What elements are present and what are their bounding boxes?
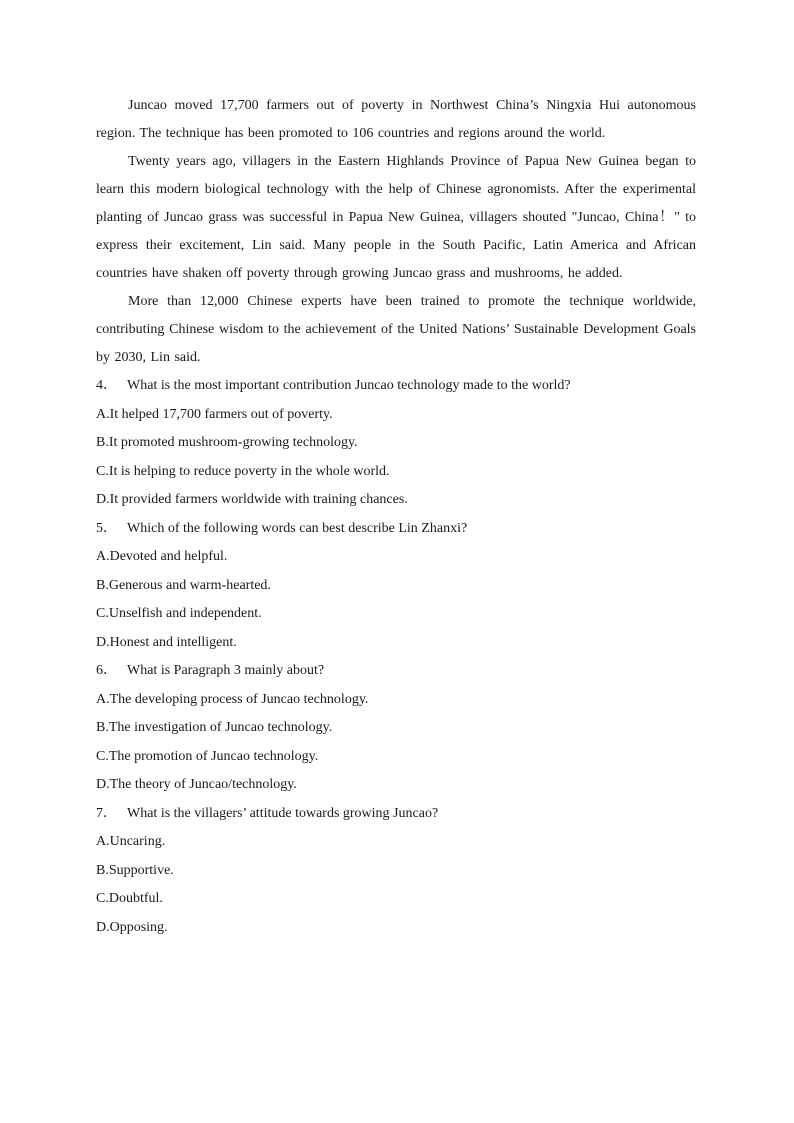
option-b: B.Supportive. — [96, 862, 174, 878]
option-c: C.The promotion of Juncao technology. — [96, 748, 319, 764]
question-text: What is the most important contribution Juncao technology made to the world? — [127, 378, 571, 393]
option-c: C.Unselfish and independent. — [96, 606, 262, 621]
question-stem — [96, 515, 696, 544]
document-page — [96, 92, 696, 942]
option-a: A.Devoted and helpful. — [96, 549, 228, 564]
passage-paragraph-3: More than 12,000 Chinese experts have been trained to promote the technique worldwide, contributing Chinese wisdom to the achievement of the United Nations’ Sustainable Development Goals by 2030, Lin said. — [96, 294, 696, 365]
option-c: C.It is helping to reduce poverty in the whole world. — [96, 463, 390, 479]
question-7 — [96, 800, 696, 943]
option-d: D.Opposing. — [96, 919, 168, 935]
option-d: D.It provided farmers worldwide with training chances. — [96, 492, 408, 507]
question-number: 7． — [96, 805, 117, 821]
question-number: 4． — [96, 378, 117, 393]
question-number: 5． — [96, 520, 117, 536]
question-6 — [96, 657, 696, 800]
option-a: A.The developing process of Juncao technology. — [96, 691, 369, 707]
question-text: Which of the following words can best describe Lin Zhanxi? — [127, 520, 468, 536]
option-b: B.The investigation of Juncao technology. — [96, 720, 333, 735]
question-4 — [96, 372, 696, 515]
question-stem — [96, 372, 696, 401]
passage-paragraph-1: Juncao moved 17,700 farmers out of poverty in Northwest China’s Ningxia Hui autonomous region. The technique has been promoted to 106 countries and regions around the world. — [96, 98, 696, 141]
reading-passage — [96, 92, 696, 372]
question-text: What is the villagers’ attitude towards growing Juncao? — [127, 805, 439, 821]
question-5 — [96, 515, 696, 658]
option-d: D.The theory of Juncao/technology. — [96, 777, 297, 792]
option-c: C.Doubtful. — [96, 891, 163, 906]
option-a: A.Uncaring. — [96, 834, 166, 849]
question-stem — [96, 657, 696, 686]
option-b: B.It promoted mushroom-growing technology. — [96, 435, 358, 450]
option-b: B.Generous and warm-hearted. — [96, 577, 271, 593]
option-d: D.Honest and intelligent. — [96, 634, 237, 650]
passage-paragraph-2: Twenty years ago, villagers in the Eastern Highlands Province of Papua New Guinea began to learn this modern biological technology with the help of Chinese agronomists. After the experimental planting of Juncao grass was successful in Papua New Guinea, villagers shouted "Juncao, China！" to express their excitement, Lin said. Many people in the South Pacific, Latin America and African countries have shaken off poverty through growing Juncao grass and mushrooms, he added. — [96, 154, 696, 281]
question-stem — [96, 800, 696, 829]
question-number: 6． — [96, 663, 117, 678]
question-text: What is Paragraph 3 mainly about? — [127, 663, 325, 678]
option-a: A.It helped 17,700 farmers out of poverty. — [96, 406, 333, 422]
